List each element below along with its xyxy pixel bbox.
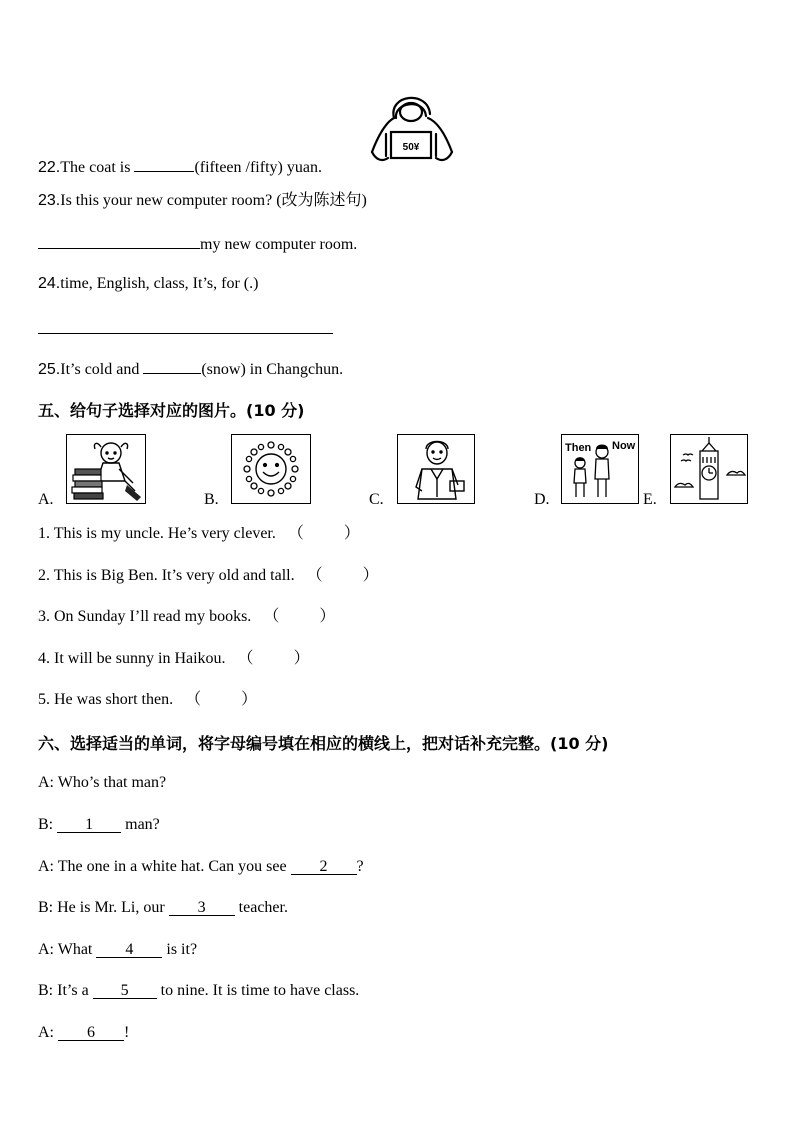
dialogue-blank-4[interactable]: 4 xyxy=(96,940,162,958)
dialogue-text: It’s a xyxy=(57,982,93,999)
speaker: A: xyxy=(38,774,58,791)
dialogue-text-post: teacher. xyxy=(234,899,288,916)
section-5-item-5 xyxy=(38,690,257,710)
answer-paren[interactable]: （ ） xyxy=(263,608,336,625)
item-text: 3. On Sunday I’ll read my books. xyxy=(38,608,252,625)
section-5-item-1 xyxy=(38,524,360,544)
item-text: 5. He was short then. xyxy=(38,691,174,708)
speaker: A: xyxy=(38,1024,58,1041)
answer-paren[interactable]: （ ） xyxy=(306,567,379,584)
question-text-pre: The coat is xyxy=(60,159,135,176)
dialogue-text-post: is it? xyxy=(162,941,198,958)
question-text: time, English, class, It’s, for (.) xyxy=(60,275,259,292)
dialogue-blank-6[interactable]: 6 xyxy=(58,1023,124,1041)
person-with-price-tag-icon xyxy=(364,88,458,168)
option-a-picture xyxy=(66,434,146,504)
then-now-boys-icon xyxy=(562,435,638,503)
question-text: Is this your new computer room? (改为陈述句) xyxy=(60,192,367,209)
answer-paren[interactable]: （ ） xyxy=(287,525,360,542)
option-d-label: D. xyxy=(534,491,550,508)
speaker: B: xyxy=(38,982,58,999)
answer-blank[interactable] xyxy=(143,358,201,374)
item-text: 4. It will be sunny in Haikou. xyxy=(38,650,226,667)
girl-reading-books-icon xyxy=(67,435,145,503)
question-text-post: (snow) in Changchun. xyxy=(201,361,344,378)
big-ben-icon xyxy=(671,435,747,503)
question-text-pre: It’s cold and xyxy=(60,361,144,378)
question-22 xyxy=(38,156,322,178)
section-5-item-3 xyxy=(38,607,335,627)
smiling-sun-icon xyxy=(232,435,310,503)
man-in-suit-icon xyxy=(398,435,474,503)
dialogue-text: Who’s that man? xyxy=(57,774,167,791)
dialogue-line-7 xyxy=(38,1023,129,1043)
question-number: 22. xyxy=(38,159,61,176)
question-number: 23. xyxy=(38,192,61,209)
dialogue-line-5 xyxy=(38,940,197,960)
dialogue-line-3 xyxy=(38,857,364,877)
dialogue-line-6 xyxy=(38,981,359,1001)
question-24 xyxy=(38,274,258,294)
item-text: 1. This is my uncle. He’s very clever. xyxy=(38,525,276,542)
question-25 xyxy=(38,358,343,380)
speaker: B: xyxy=(38,899,58,916)
dialogue-blank-2[interactable]: 2 xyxy=(291,857,357,875)
item-text: 2. This is Big Ben. It’s very old and tall. xyxy=(38,567,295,584)
then-label: Then xyxy=(565,442,592,454)
option-b-picture xyxy=(231,434,311,504)
speaker: A: xyxy=(38,858,58,875)
option-e-picture xyxy=(670,434,748,504)
dialogue-text: He is Mr. Li, our xyxy=(57,899,169,916)
question-23 xyxy=(38,191,367,211)
section-5-item-2 xyxy=(38,566,379,586)
dialogue-text-post: ! xyxy=(124,1024,130,1041)
dialogue-blank-5[interactable]: 5 xyxy=(93,981,157,999)
dialogue-text-post: to nine. It is time to have class. xyxy=(156,982,360,999)
answer-blank[interactable] xyxy=(134,156,194,172)
answer-paren[interactable]: （ ） xyxy=(185,691,258,708)
question-24-answer-line[interactable] xyxy=(38,333,333,334)
option-d-picture xyxy=(561,434,639,504)
dialogue-text-post: ? xyxy=(356,858,364,875)
section-5-title: 五、给句子选择对应的图片。(10 分) xyxy=(38,401,305,420)
speaker: A: xyxy=(38,941,58,958)
speaker: B: xyxy=(38,816,58,833)
question-number: 25. xyxy=(38,361,61,378)
price-tag-text: 50¥ xyxy=(402,142,420,153)
option-c-label: C. xyxy=(369,491,384,508)
answer-blank[interactable] xyxy=(38,233,200,249)
dialogue-line-2 xyxy=(38,815,160,835)
now-label: Now xyxy=(612,440,636,452)
dialogue-text: The one in a white hat. Can you see xyxy=(57,858,291,875)
dialogue-text: What xyxy=(57,941,97,958)
option-e-label: E. xyxy=(643,491,657,508)
question-23-answer-line xyxy=(38,233,357,255)
dialogue-line-4 xyxy=(38,898,288,918)
dialogue-line-1 xyxy=(38,773,166,793)
option-b-label: B. xyxy=(204,491,219,508)
question-text-post: (fifteen /fifty) yuan. xyxy=(194,159,322,176)
dialogue-blank-3[interactable]: 3 xyxy=(169,898,235,916)
answer-tail-text: my new computer room. xyxy=(200,236,358,253)
section-5-item-4 xyxy=(38,649,310,669)
dialogue-blank-1[interactable]: 1 xyxy=(57,815,121,833)
option-a-label: A. xyxy=(38,491,54,508)
dialogue-text: man? xyxy=(121,816,160,833)
option-c-picture xyxy=(397,434,475,504)
section-6-title: 六、选择适当的单词，将字母编号填在相应的横线上，把对话补充完整。(10 分) xyxy=(38,734,609,753)
question-number: 24. xyxy=(38,275,61,292)
answer-paren[interactable]: （ ） xyxy=(237,650,310,667)
